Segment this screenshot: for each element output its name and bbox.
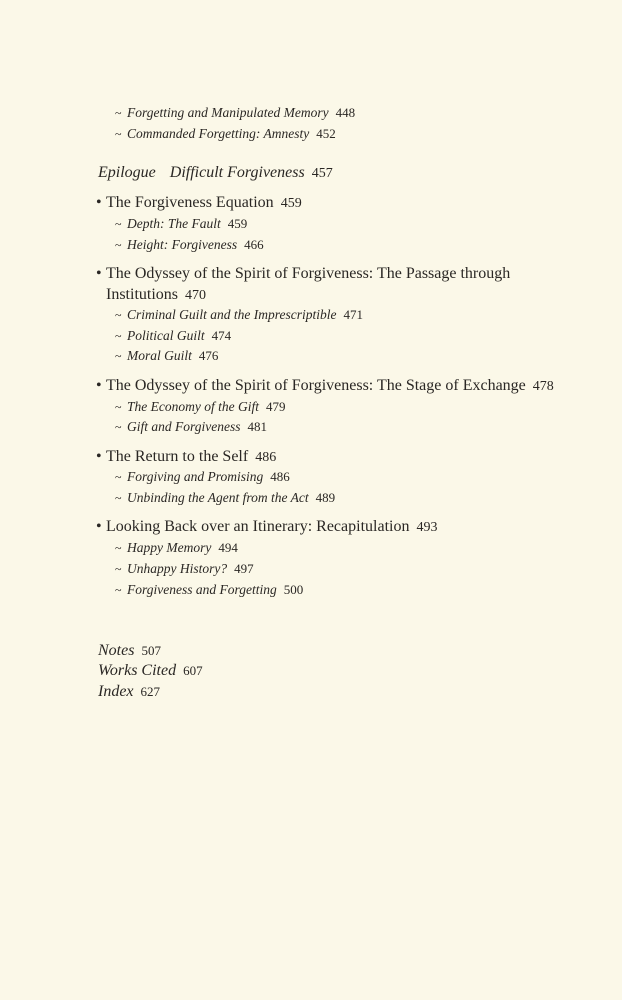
- tilde-marker: ~: [115, 491, 122, 505]
- page-number: 470: [185, 288, 207, 303]
- page-number: 476: [198, 348, 219, 363]
- toc-sub-entry: [115, 538, 238, 558]
- bullet-marker: •: [96, 194, 102, 211]
- toc-section-entry: [96, 193, 302, 214]
- section-title-continuation: Institutions: [106, 286, 179, 303]
- section-title: The Forgiveness Equation: [106, 194, 274, 211]
- toc-sub-entry: [115, 346, 218, 366]
- toc-section-entry: [96, 376, 554, 397]
- tilde-marker: ~: [115, 583, 122, 597]
- page-number: 507: [141, 643, 161, 658]
- tilde-marker: ~: [115, 470, 122, 484]
- section-title: The Odyssey of the Spirit of Forgiveness: The Stage of Exchange: [106, 377, 526, 394]
- bullet-marker: •: [96, 448, 102, 465]
- sub-entry-title: Unbinding the Agent from the Act: [127, 490, 309, 505]
- tilde-marker: ~: [115, 562, 122, 576]
- toc-sub-entry: [115, 124, 336, 144]
- epilogue-label: Epilogue: [98, 164, 156, 181]
- section-title: Looking Back over an Itinerary: Recapitulation: [106, 518, 410, 535]
- page-number: 493: [416, 520, 438, 535]
- tilde-marker: ~: [115, 400, 122, 414]
- tilde-marker: ~: [115, 106, 122, 120]
- tilde-marker: ~: [115, 329, 122, 343]
- section-title: The Odyssey of the Spirit of Forgiveness: The Passage through: [106, 265, 511, 282]
- page-number: 494: [218, 540, 238, 555]
- page-number: 478: [532, 379, 554, 394]
- page-number: 459: [227, 216, 248, 231]
- toc-sub-entry: [115, 326, 231, 346]
- toc-sub-entry: [115, 235, 264, 255]
- toc-sub-entry: [115, 580, 303, 600]
- toc-section-entry: [96, 517, 437, 538]
- toc-sub-entry: [115, 417, 267, 437]
- toc-section-entry: [96, 264, 510, 284]
- page-number: 459: [280, 196, 302, 211]
- page-number: 627: [140, 684, 161, 699]
- sub-entry-title: Criminal Guilt and the Imprescriptible: [127, 307, 337, 322]
- sub-entry-title: Commanded Forgetting: Amnesty: [127, 126, 310, 141]
- back-matter-title: Works Cited: [98, 662, 177, 679]
- page-number: 607: [183, 663, 203, 678]
- bullet-marker: •: [96, 377, 102, 394]
- bullet-marker: •: [96, 518, 102, 535]
- sub-entry-title: Forgiveness and Forgetting: [127, 582, 277, 597]
- sub-entry-title: Depth: The Fault: [127, 216, 221, 231]
- page-number: 486: [270, 469, 290, 484]
- tilde-marker: ~: [115, 238, 122, 252]
- tilde-marker: ~: [115, 420, 122, 434]
- page-number: 486: [255, 450, 277, 465]
- toc-back-matter-entry: [98, 661, 203, 681]
- tilde-marker: ~: [115, 217, 122, 231]
- toc-sub-entry: [115, 103, 355, 123]
- sub-entry-title: Political Guilt: [127, 328, 205, 343]
- section-title: The Return to the Self: [106, 448, 249, 465]
- page-number: 481: [247, 419, 267, 434]
- page-number: 471: [343, 307, 363, 322]
- page-number: 497: [234, 561, 254, 576]
- bullet-marker: •: [96, 265, 102, 282]
- back-matter-title: Index: [98, 683, 134, 700]
- tilde-marker: ~: [115, 541, 122, 555]
- toc-sub-entry: [115, 488, 335, 508]
- sub-entry-title: Forgiving and Promising: [127, 469, 264, 484]
- toc-sub-entry: [115, 559, 254, 579]
- toc-section-entry: [96, 447, 276, 468]
- toc-sub-entry: [115, 214, 247, 234]
- toc-back-matter-entry: [98, 641, 161, 661]
- page-number: 466: [244, 237, 264, 252]
- page-number: 474: [211, 328, 232, 343]
- sub-entry-title: Forgetting and Manipulated Memory: [127, 105, 329, 120]
- toc-sub-entry: [115, 305, 363, 325]
- sub-entry-title: The Economy of the Gift: [127, 399, 259, 414]
- sub-entry-title: Happy Memory: [127, 540, 212, 555]
- page-number: 489: [315, 490, 336, 505]
- sub-entry-title: Unhappy History?: [127, 561, 228, 576]
- page-number: 500: [283, 582, 304, 597]
- epilogue-heading: [98, 163, 333, 184]
- toc-back-matter-entry: [98, 682, 160, 702]
- back-matter-title: Notes: [98, 642, 135, 659]
- sub-entry-title: Gift and Forgiveness: [127, 419, 241, 434]
- sub-entry-title: Height: Forgiveness: [127, 237, 238, 252]
- toc-sub-entry: [115, 467, 290, 487]
- page-number: 479: [265, 399, 286, 414]
- page-number: 457: [311, 166, 333, 181]
- page-number: 452: [316, 126, 336, 141]
- epilogue-title: Difficult Forgiveness: [169, 164, 305, 181]
- toc-section-continuation: [106, 285, 206, 306]
- tilde-marker: ~: [115, 127, 122, 141]
- tilde-marker: ~: [115, 308, 122, 322]
- tilde-marker: ~: [115, 349, 122, 363]
- page-number: 448: [335, 105, 356, 120]
- sub-entry-title: Moral Guilt: [127, 348, 192, 363]
- toc-sub-entry: [115, 397, 285, 417]
